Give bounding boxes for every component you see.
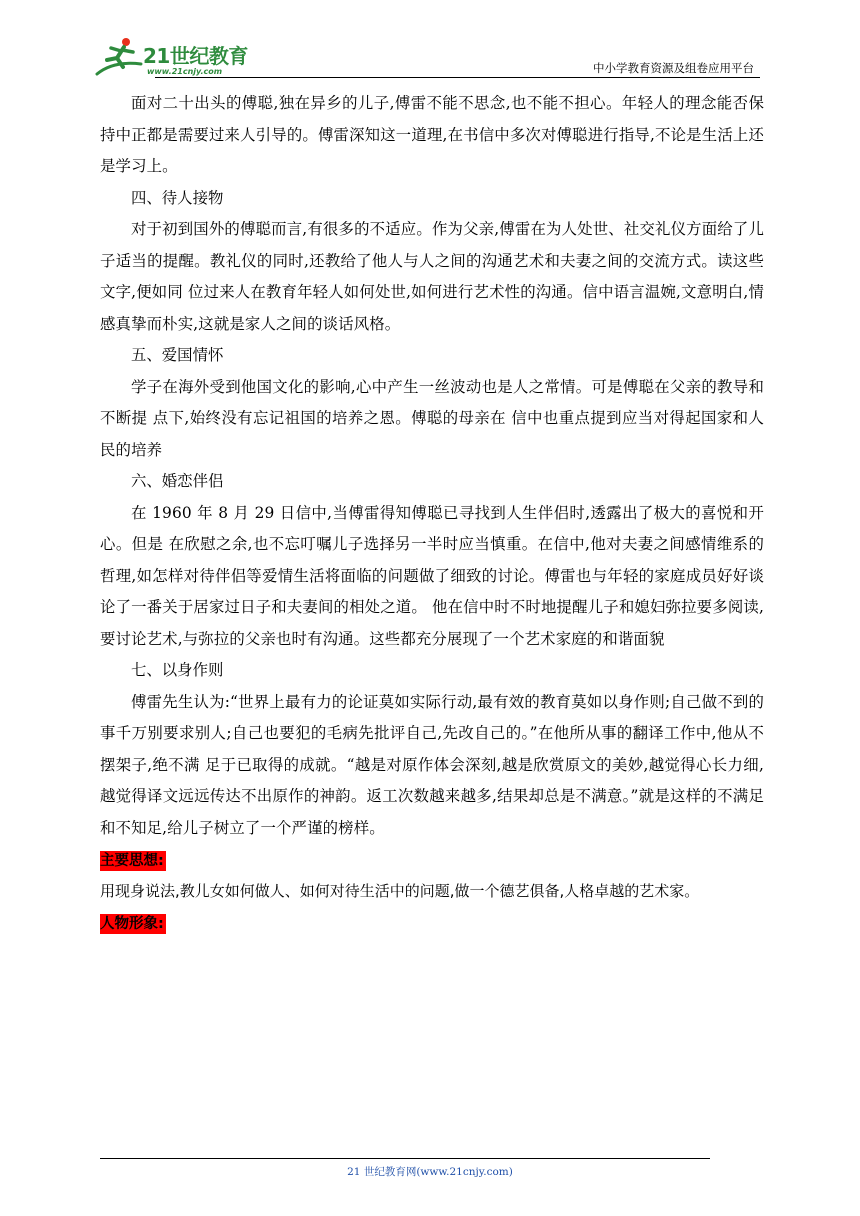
- logo-wordmark: 21世纪教育: [143, 44, 248, 68]
- runner-icon: [95, 34, 143, 78]
- character-image-label: 人物形象:: [100, 915, 164, 932]
- main-idea-label-line: [100, 844, 764, 876]
- main-idea-text: 用现身说法,教儿女如何做人、如何对待生活中的问题,做一个德艺俱备,人格卓越的艺术家。: [100, 881, 700, 900]
- footer-divider: [100, 1158, 710, 1159]
- header-divider: [155, 77, 760, 78]
- footer-link[interactable]: 21 世纪教育网(www.21cnjy.com): [347, 1166, 513, 1178]
- character-label-line: [100, 907, 764, 939]
- paragraph-section-7: 傅雷先生认为:“世界上最有力的论证莫如实际行动,最有效的教育莫如以身作则;自己做不到的事千万别要求别人;自己也要犯的毛病先批评自己,先改自己的。”在他所从事的翻译工作中,他从不摆架子,绝不满 足于已取得的成就。“越是对原作体会深刻,越是欣赏原文的美妙,越觉得心长力细,越觉得译文远远传达不出原作的神韵。返工次数越来越多,结果却总是不满意。”就是这样的不满足和不知足,给儿子树立了一个严谨的榜样。: [100, 692, 764, 837]
- main-idea-label: 主要思想:: [100, 852, 164, 869]
- section-heading-5: 五、爱国情怀: [131, 346, 224, 364]
- page-header: [95, 28, 760, 80]
- section-heading-7: 七、以身作则: [131, 661, 224, 679]
- paragraph-section-6: 在 1960 年 8 月 29 日信中,当傅雷得知傅聪已寻找到人生伴侣时,透露出了极大的喜悦和开心。但是 在欣慰之余,也不忘叮嘱儿子选择另一半时应当慎重。在信中,他对夫妻之间感情维系的哲理,如怎样对待伴侣等爱情生活将面临的问题做了细致的讨论。傅雷也与年轻的家庭成员好好谈论了一番关于居家过日子和夫妻间的相处之道。 他在信中时不时地提醒儿子和媳妇弥拉要多阅读,要讨论艺术,与弥拉的父亲也时有沟通。这些都充分展现了一个艺术家庭的和谐面貌: [100, 503, 764, 648]
- logo-url: www.21cnjy.com: [147, 67, 223, 76]
- platform-name: 中小学教育资源及组卷应用平台: [593, 61, 754, 75]
- section-heading-4: 四、待人接物: [131, 188, 224, 207]
- site-logo[interactable]: [95, 34, 265, 78]
- section-heading-6: 六、婚恋伴侣: [131, 472, 224, 490]
- paragraph-section-4: 对于初到国外的傅聪而言,有很多的不适应。作为父亲,傅雷在为人处世、社交礼仪方面给了儿子适当的提醒。教礼仪的同时,还教给了他人与人之间的沟通艺术和夫妻之间的交流方式。读这些文字,便如同 位过来人在教育年轻人如何处世,如何进行艺术性的沟通。信中语言温婉,文意明白,情感真挚而朴实,这就是家人之间的谈话风格。: [100, 220, 764, 333]
- document-body: [100, 88, 764, 939]
- paragraph-intro: 面对二十出头的傅聪,独在异乡的儿子,傅雷不能不思念,也不能不担心。年轻人的理念能否保持中正都是需要过来人引导的。傅雷深知这一道理,在书信中多次对傅聪进行指导,不论是生活上还是学习上。: [100, 94, 764, 175]
- paragraph-section-5: 学子在海外受到他国文化的影响,心中产生一丝波动也是人之常情。可是傅聪在父亲的教导和不断提 点下,始终没有忘记祖国的培养之恩。傅聪的母亲在 信中也重点提到应当对得起国家和人民的培养: [100, 377, 764, 459]
